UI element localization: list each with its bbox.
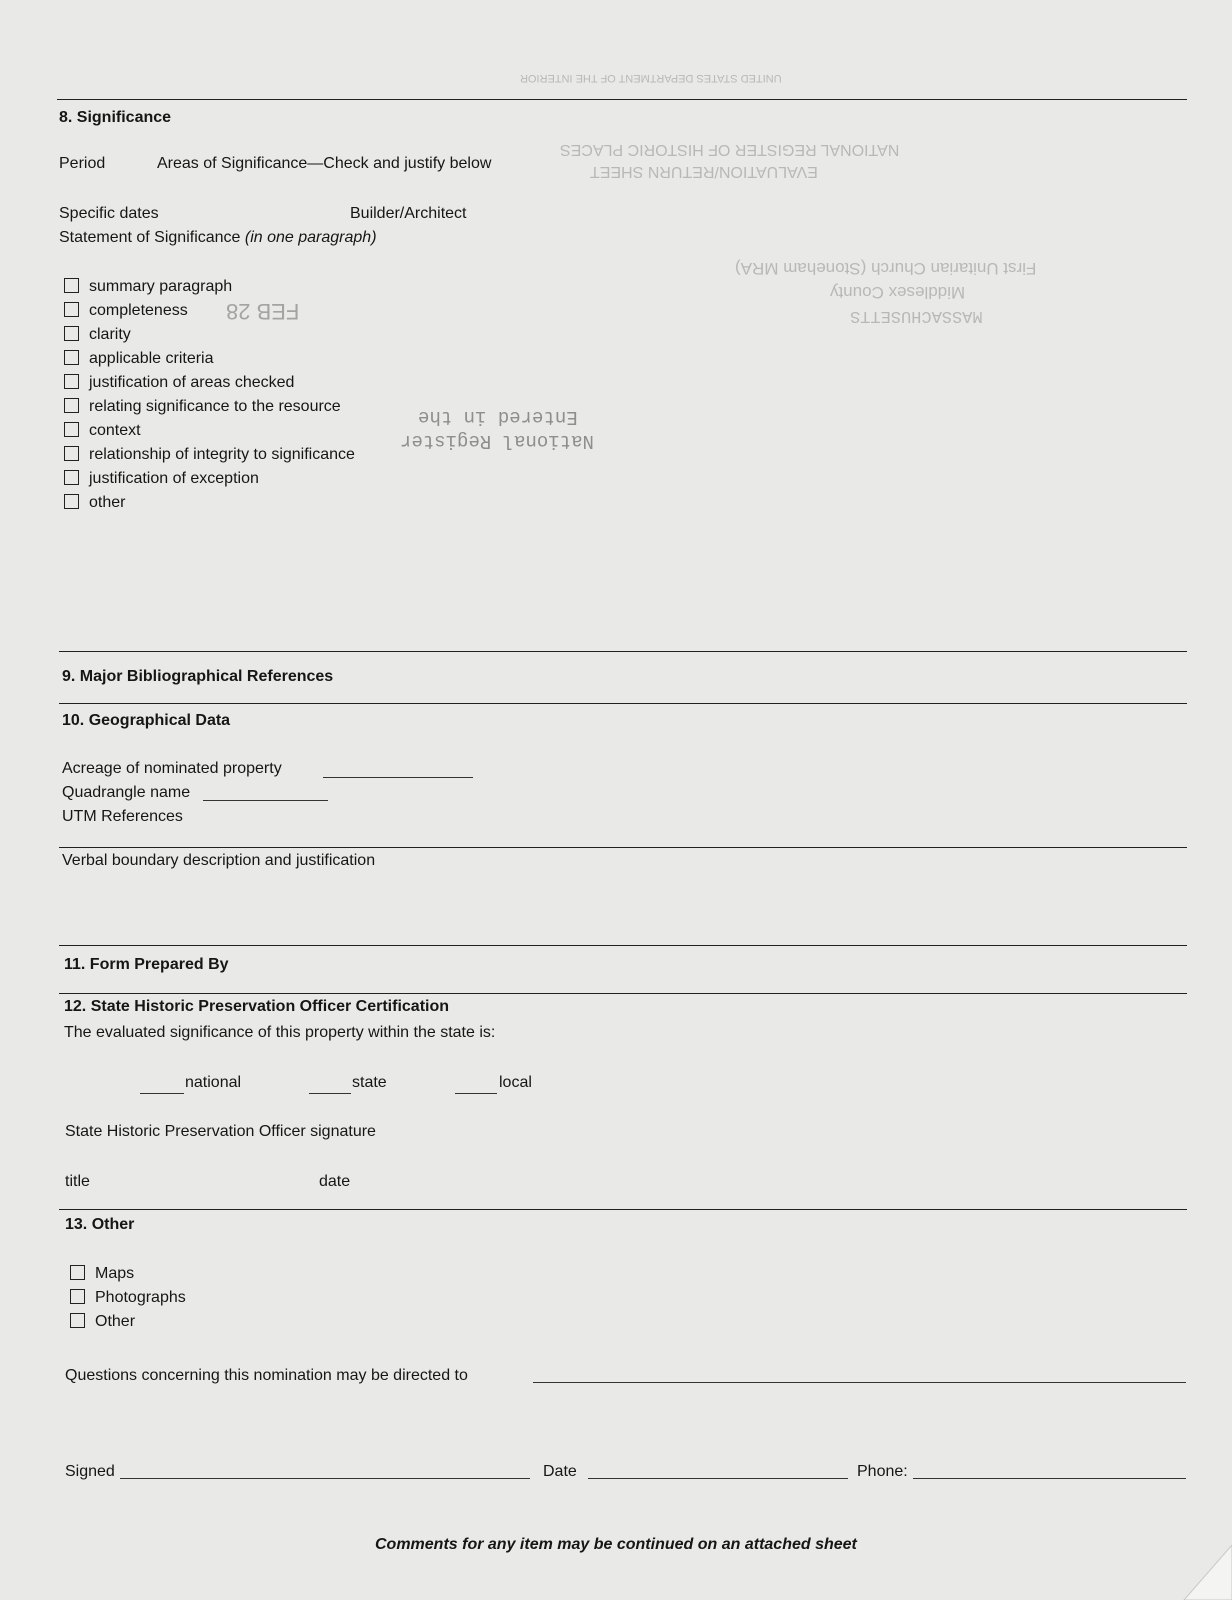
check-label-justification-areas: justification of areas checked xyxy=(89,374,295,391)
date-label: date xyxy=(319,1173,351,1190)
checkbox-applicable-criteria[interactable] xyxy=(64,350,79,365)
bleed-state: MASSACHUSETTS xyxy=(850,306,983,325)
section-11-heading: 11. Form Prepared By xyxy=(64,956,229,973)
section-8-heading: 8. Significance xyxy=(59,109,172,126)
period-label: Period xyxy=(59,155,106,172)
stamp-entered: Entered in the xyxy=(418,406,578,428)
checkbox-integrity[interactable] xyxy=(64,446,79,461)
check-label-applicable-criteria: applicable criteria xyxy=(89,350,214,367)
check-label-photographs: Photographs xyxy=(95,1289,186,1306)
checkbox-clarity[interactable] xyxy=(64,326,79,341)
quadrangle-field[interactable] xyxy=(203,800,328,801)
check-label-maps: Maps xyxy=(95,1265,135,1282)
title-label: title xyxy=(65,1173,90,1190)
signed-field[interactable] xyxy=(120,1478,530,1479)
specific-dates-label: Specific dates xyxy=(59,205,159,222)
quadrangle-label: Quadrangle name xyxy=(62,784,191,801)
checkbox-justification-areas[interactable] xyxy=(64,374,79,389)
stamp-date: FEB 28 xyxy=(226,299,300,324)
level-national-label: national xyxy=(185,1074,242,1091)
phone-label: Phone: xyxy=(857,1463,908,1480)
statement-of-significance xyxy=(59,228,377,248)
check-label-integrity: relationship of integrity to significance xyxy=(89,446,355,463)
acreage-field[interactable] xyxy=(323,777,473,778)
divider-section-9 xyxy=(59,651,1187,652)
local-blank[interactable] xyxy=(455,1093,497,1094)
bleed-agency: UNITED STATES DEPARTMENT OF THE INTERIOR xyxy=(520,72,782,84)
shpo-signature-label: State Historic Preservation Officer signature xyxy=(65,1123,376,1140)
signed-date-field[interactable] xyxy=(588,1478,848,1479)
check-label-completeness: completeness xyxy=(89,302,188,319)
statement-note: (in one paragraph) xyxy=(244,229,377,246)
checkbox-context[interactable] xyxy=(64,422,79,437)
checkbox-photographs[interactable] xyxy=(70,1289,85,1304)
divider-top xyxy=(57,99,1187,100)
questions-field[interactable] xyxy=(533,1382,1186,1383)
check-label-clarity: clarity xyxy=(89,326,131,343)
page-corner-curl xyxy=(1180,1545,1232,1600)
checkbox-justification-exception[interactable] xyxy=(64,470,79,485)
checkbox-relating-significance[interactable] xyxy=(64,398,79,413)
signed-date-label: Date xyxy=(543,1463,577,1480)
checkbox-maps[interactable] xyxy=(70,1265,85,1280)
bleed-county: Middlesex County xyxy=(830,283,966,302)
statement-label: Statement of Significance xyxy=(59,229,241,246)
utm-references-label: UTM References xyxy=(62,808,183,825)
section-10-heading: 10. Geographical Data xyxy=(62,712,231,729)
check-label-other-13: Other xyxy=(95,1313,136,1330)
section-13-heading: 13. Other xyxy=(65,1216,135,1233)
check-label-context: context xyxy=(89,422,141,439)
footer-note: Comments for any item may be continued on an attached sheet xyxy=(375,1536,857,1553)
phone-field[interactable] xyxy=(913,1478,1186,1479)
checkbox-summary-paragraph[interactable] xyxy=(64,278,79,293)
stamp-register: National Register xyxy=(400,430,594,452)
signed-label: Signed xyxy=(65,1463,115,1480)
bleed-property-name: First Unitarian Church (Stoneham MRA) xyxy=(735,259,1037,278)
builder-architect-label: Builder/Architect xyxy=(350,205,467,222)
checkbox-other-13[interactable] xyxy=(70,1313,85,1328)
questions-label: Questions concerning this nomination may be directed to xyxy=(65,1367,468,1384)
state-blank[interactable] xyxy=(309,1093,351,1094)
check-label-summary-paragraph: summary paragraph xyxy=(89,278,233,295)
check-label-other: other xyxy=(89,494,126,511)
areas-of-significance-label: Areas of Significance—Check and justify below xyxy=(157,155,492,172)
evaluated-significance-label: The evaluated significance of this property within the state is: xyxy=(64,1024,496,1041)
bleed-register-title: NATIONAL REGISTER OF HISTORIC PLACES xyxy=(560,141,900,158)
divider-section-10 xyxy=(59,703,1187,704)
divider-section-12 xyxy=(59,993,1187,994)
divider-verbal xyxy=(59,847,1187,848)
section-12-heading: 12. State Historic Preservation Officer Certification xyxy=(64,998,450,1015)
bleed-form-title: EVALUATION/RETURN SHEET xyxy=(590,163,818,180)
national-blank[interactable] xyxy=(140,1093,184,1094)
level-local-label: local xyxy=(499,1074,532,1091)
checkbox-other[interactable] xyxy=(64,494,79,509)
level-state-label: state xyxy=(352,1074,387,1091)
check-label-justification-exception: justification of exception xyxy=(89,470,259,487)
check-label-relating-significance: relating significance to the resource xyxy=(89,398,341,415)
acreage-label: Acreage of nominated property xyxy=(62,760,282,777)
divider-section-11 xyxy=(59,945,1187,946)
divider-section-13 xyxy=(59,1209,1187,1210)
verbal-boundary-label: Verbal boundary description and justification xyxy=(62,852,376,869)
section-9-heading: 9. Major Bibliographical References xyxy=(62,668,334,685)
checkbox-completeness[interactable] xyxy=(64,302,79,317)
